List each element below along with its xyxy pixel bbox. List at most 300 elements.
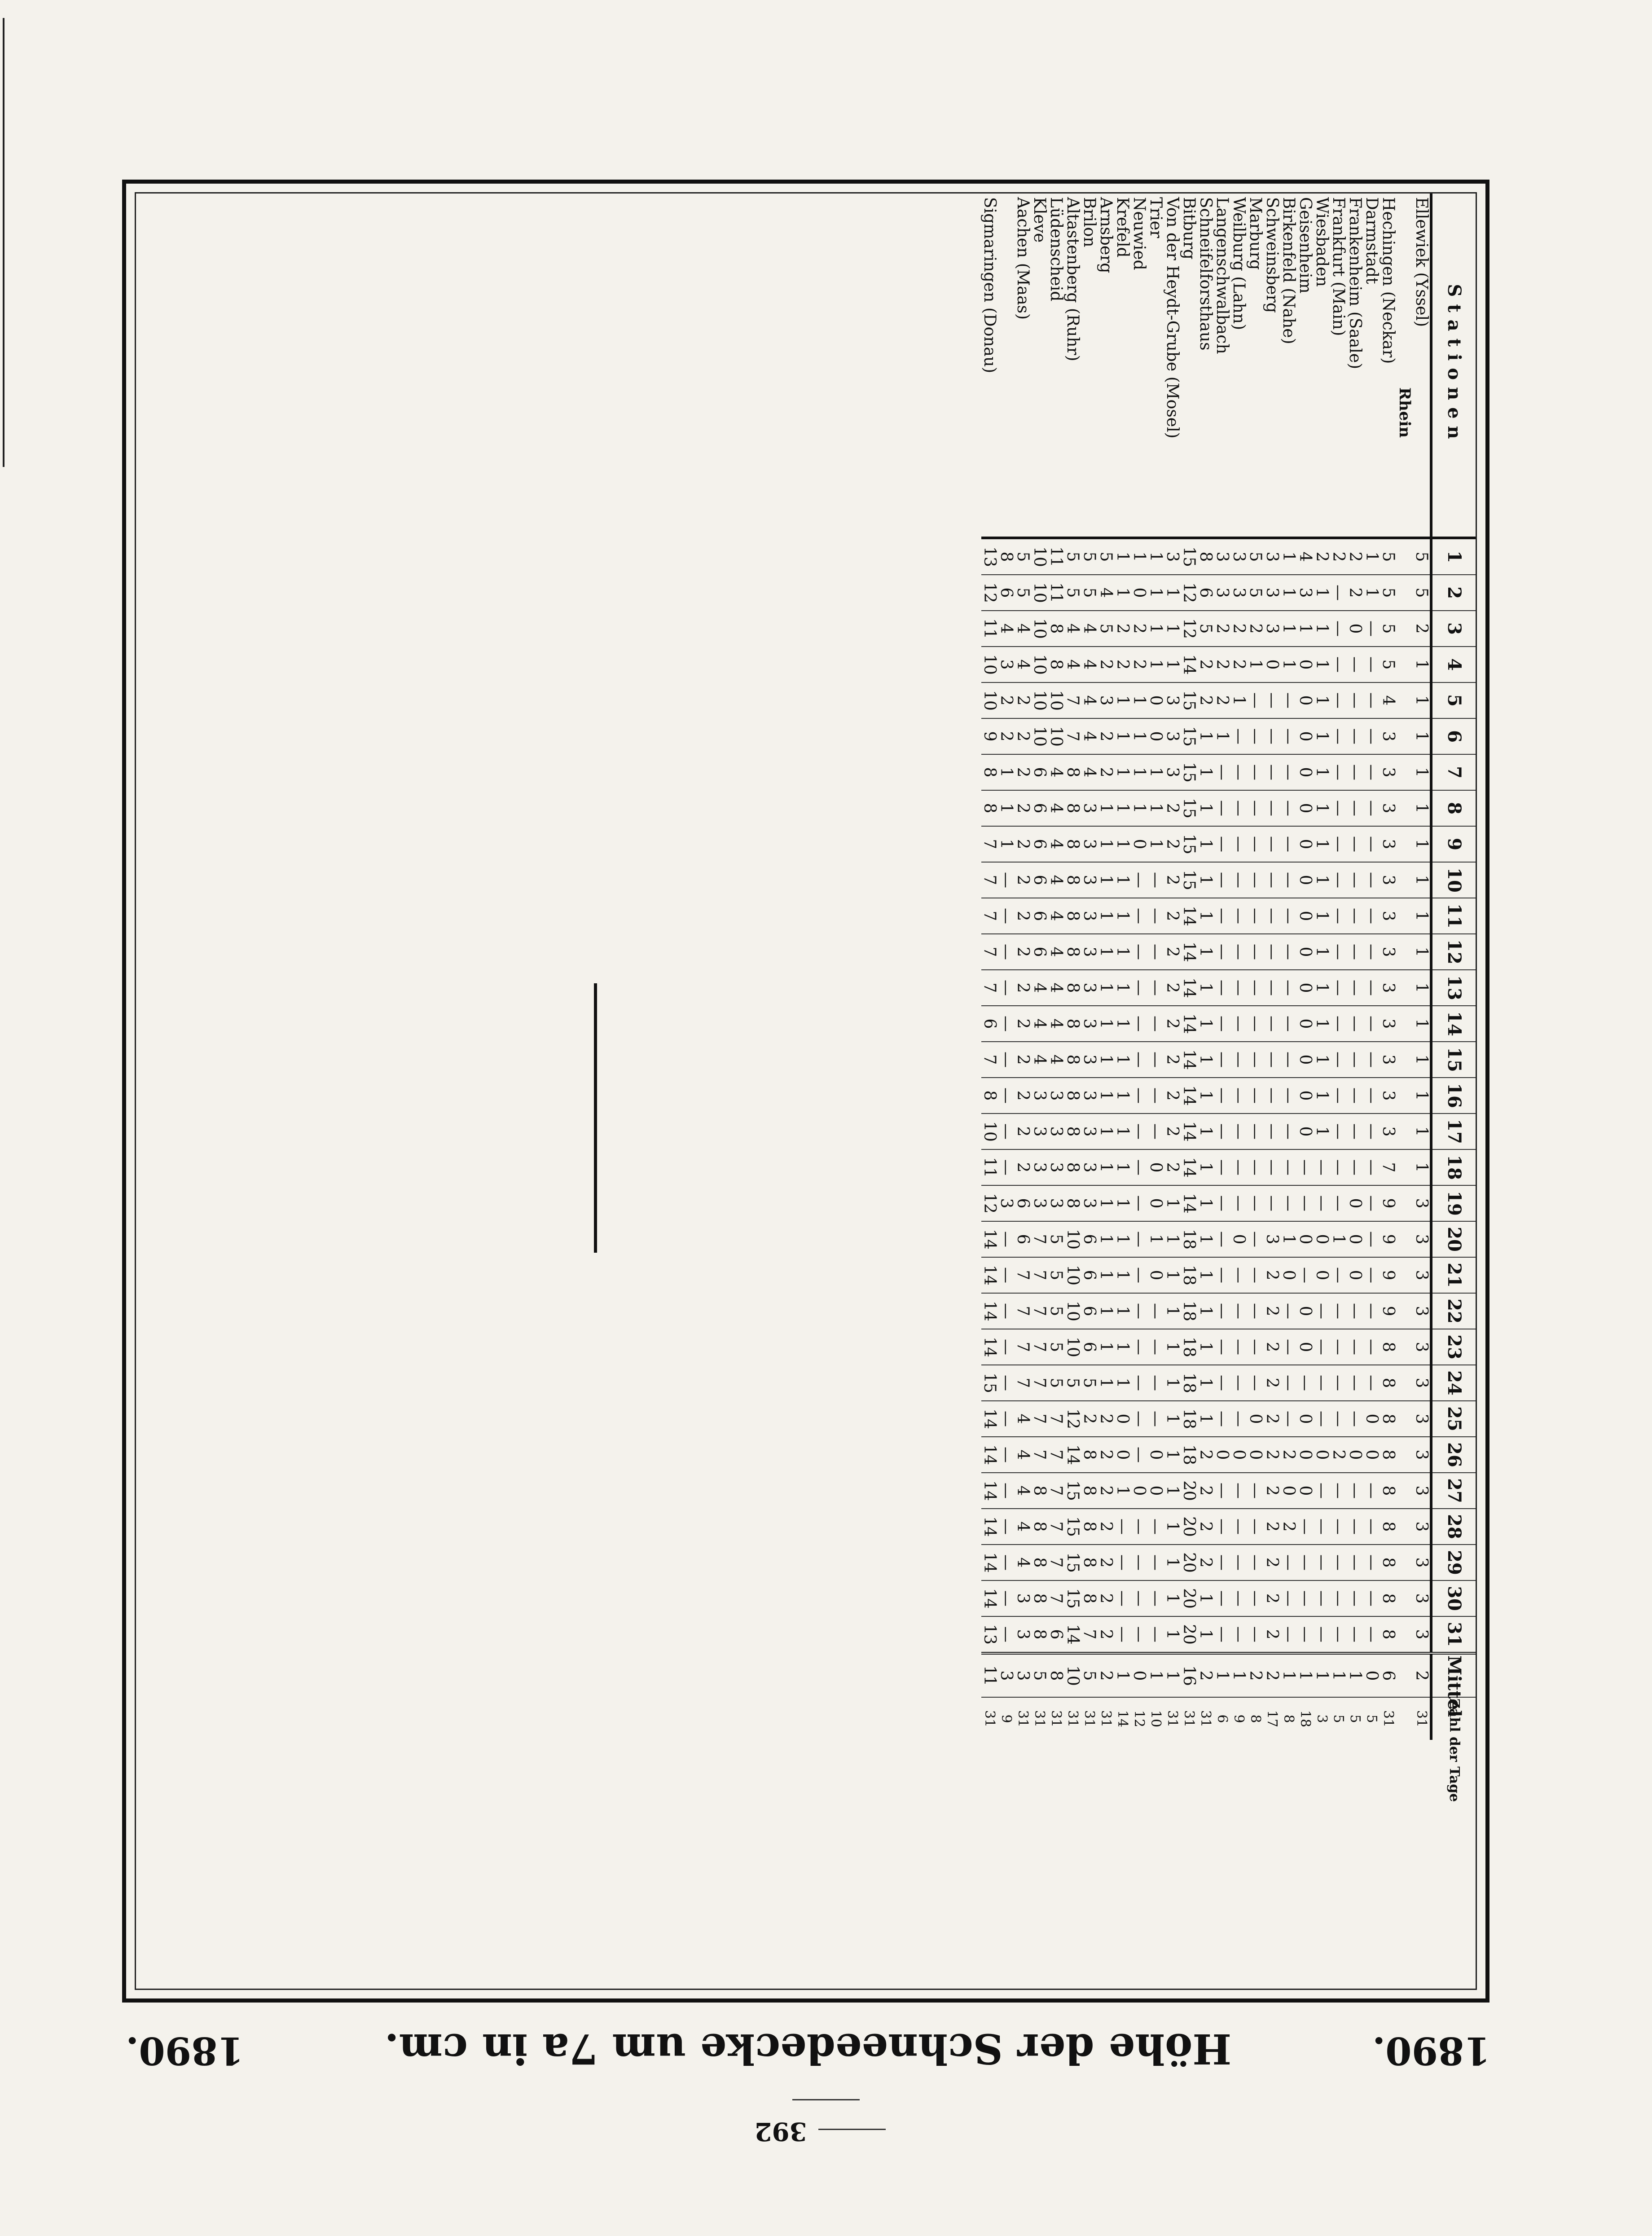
snow-depth-cell: 4 [1048,970,1064,1006]
table-row [1064,194,1081,1740]
snow-depth-cell: 3 [1413,1185,1431,1221]
snow-depth-cell: 0 [1347,611,1363,647]
snow-depth-cell: — [1264,1006,1280,1042]
snow-depth-cell: — [1363,898,1380,934]
snow-depth-cell: 1 [1197,934,1214,970]
day-count-cell: 5 [1347,1697,1363,1740]
snow-depth-cell: — [1264,1185,1280,1221]
snow-depth-cell: 4 [1081,611,1098,647]
snow-depth-cell: — [1247,1006,1264,1042]
snow-depth-cell [1397,1616,1413,1653]
snow-depth-cell: — [1214,1257,1230,1293]
snow-depth-cell: 4 [1015,1437,1031,1473]
day-count-cell: 31 [1181,1697,1197,1740]
snow-depth-cell: 2 [1164,1042,1181,1078]
snow-depth-cell: 5 [1048,1293,1064,1329]
snow-depth-cell: 11 [1048,575,1064,611]
snow-depth-cell: — [1330,970,1347,1006]
snow-depth-cell: 3 [1081,1114,1098,1149]
snow-depth-cell [1397,1401,1413,1437]
day-count-cell: 5 [1363,1697,1380,1740]
snow-depth-cell: — [1264,898,1280,934]
snow-depth-cell: 2 [1015,1149,1031,1185]
snow-depth-cell: 8 [1031,1509,1048,1545]
snow-depth-cell: 5 [1081,1365,1098,1401]
snow-depth-cell: 15 [1064,1509,1081,1545]
snow-depth-cell: 2 [1098,1401,1114,1437]
snow-depth-cell: 10 [1064,1257,1081,1293]
snow-depth-cell: 3 [1380,1078,1397,1114]
snow-depth-cell: — [1131,1401,1147,1437]
snow-depth-cell: 0 [1297,1114,1314,1149]
snow-depth-cell: 4 [1015,647,1031,682]
snow-depth-cell: 4 [1098,575,1114,611]
snow-depth-cell [1397,1257,1413,1293]
snow-depth-cell: 3 [1015,1616,1031,1653]
snow-depth-cell: — [1230,1401,1247,1437]
snow-depth-cell [1397,1042,1413,1078]
snow-depth-cell: — [1347,1365,1363,1401]
snow-depth-cell: — [1363,790,1380,826]
snow-depth-cell: — [1131,1257,1147,1293]
snow-depth-cell: 6 [1081,1293,1098,1329]
snow-depth-cell: — [1280,970,1297,1006]
snow-depth-cell: — [1314,1149,1330,1185]
snow-depth-cell: 1 [1098,934,1114,970]
snow-depth-cell: 1 [1197,1114,1214,1149]
snow-depth-cell: 2 [1314,538,1330,575]
snow-depth-cell: — [1330,1401,1347,1437]
snow-depth-cell: — [1214,1509,1230,1545]
snow-depth-cell: — [1230,790,1247,826]
snow-depth-cell: 1 [1297,611,1314,647]
snow-depth-cell: 4 [1081,754,1098,790]
table-row [1413,194,1431,1740]
snow-depth-cell: 10 [1031,538,1048,575]
snow-depth-cell: 3 [1413,1473,1431,1509]
snow-depth-cell: — [1330,647,1347,682]
snow-depth-cell: — [1314,1545,1330,1580]
snow-depth-cell: 2 [1015,826,1031,862]
snow-depth-cell: 8 [1064,1006,1081,1042]
snow-depth-cell: 3 [1164,538,1181,575]
snow-depth-cell: 1 [1164,1221,1181,1257]
snow-depth-cell: 0 [1230,1437,1247,1473]
snow-depth-cell: — [1230,1509,1247,1545]
snow-depth-cell: — [1247,718,1264,754]
snow-depth-cell: 14 [1064,1437,1081,1473]
snow-depth-cell: — [998,1509,1015,1545]
snow-depth-cell: — [1214,1042,1230,1078]
snow-depth-cell: 14 [981,1473,998,1509]
day-header-15: 15 [1431,1042,1476,1078]
mean-cell: 1 [1114,1653,1131,1697]
station-name: Sigmaringen (Donau) [981,194,998,538]
snow-depth-cell: — [1330,1185,1347,1221]
station-name: Langenschwalbach [1214,194,1230,538]
snow-depth-cell: 4 [1297,538,1314,575]
snow-depth-cell: — [1347,682,1363,718]
snow-depth-cell: 1 [1114,1221,1131,1257]
snow-depth-cell: 1 [1098,1042,1114,1078]
snow-depth-cell: 8 [1380,1365,1397,1401]
snow-depth-cell: 2 [1214,647,1230,682]
snow-depth-cell: — [1131,898,1147,934]
snow-depth-cell: 4 [1081,718,1098,754]
snow-depth-cell: 2 [1347,538,1363,575]
snow-depth-cell: 4 [1048,898,1064,934]
snow-depth-cell: — [1230,826,1247,862]
snow-depth-cell: — [1330,1042,1347,1078]
snow-depth-cell: — [1114,1545,1131,1580]
day-count-cell: 31 [1081,1697,1098,1740]
snow-depth-cell: — [1247,1114,1264,1149]
snow-depth-cell: 14 [981,1509,998,1545]
day-count-cell: 18 [1297,1697,1314,1740]
snow-depth-cell: — [1363,754,1380,790]
snow-depth-cell: — [1347,1616,1363,1653]
snow-depth-cell: 0 [1363,1401,1380,1437]
snow-depth-cell: 1 [1280,575,1297,611]
snow-depth-cell: — [1247,1545,1264,1580]
snow-depth-cell: 3 [1380,1006,1397,1042]
snow-depth-cell: 2 [998,682,1015,718]
snow-depth-cell: 7 [1031,1257,1048,1293]
snow-depth-cell: 2 [1098,1545,1114,1580]
snow-depth-cell: — [1147,934,1164,970]
snow-depth-cell: 2 [1015,1042,1031,1078]
snow-depth-cell: 0 [1347,1185,1363,1221]
snow-depth-cell: 1 [1114,754,1131,790]
snow-depth-cell: 0 [1297,1042,1314,1078]
snow-depth-cell: 3 [1380,754,1397,790]
snow-depth-cell: — [1131,970,1147,1006]
snow-depth-cell: 1 [1314,1114,1330,1149]
table-row [1280,194,1297,1740]
snow-depth-cell: 7 [981,1042,998,1078]
snow-depth-cell: — [1347,1473,1363,1509]
snow-depth-cell: 1 [1147,611,1164,647]
snow-depth-cell: 3 [1264,1221,1280,1257]
snow-depth-cell: — [1330,1149,1347,1185]
day-header-14: 14 [1431,1006,1476,1042]
snow-depth-cell: 1 [1114,970,1131,1006]
snow-depth-cell: 0 [1297,790,1314,826]
mean-cell: 10 [1064,1653,1081,1697]
snow-depth-cell: 4 [998,611,1015,647]
snow-depth-cell: 1 [1164,647,1181,682]
page-number: 392 [718,2119,934,2146]
snow-depth-cell: 8 [1380,1473,1397,1509]
snow-depth-cell: 15 [1064,1545,1081,1580]
snow-depth-cell: 10 [981,1114,998,1149]
snow-depth-cell: 8 [1031,1473,1048,1509]
snow-depth-cell: 1 [1147,754,1164,790]
snow-depth-cell: 0 [1347,1221,1363,1257]
snow-depth-cell: — [1230,1006,1247,1042]
snow-depth-cell: 1 [1114,682,1131,718]
snow-depth-cell: — [1214,1473,1230,1509]
snow-depth-cell: 2 [1164,898,1181,934]
snow-depth-cell: — [998,862,1015,898]
snow-depth-cell: — [1330,1473,1347,1509]
snow-depth-cell: 6 [1015,1185,1031,1221]
snow-depth-cell: 14 [1181,1185,1197,1221]
snow-depth-cell: — [1363,1293,1380,1329]
snow-depth-cell: — [1247,790,1264,826]
snow-depth-cell: 8 [1081,1509,1098,1545]
snow-depth-cell: — [1214,1114,1230,1149]
snow-depth-cell: 1 [1413,790,1431,826]
mean-cell: 2 [1197,1653,1214,1697]
snow-depth-cell: — [1280,826,1297,862]
snow-depth-cell: 4 [1048,862,1064,898]
snow-depth-cell: 14 [981,1329,998,1365]
snow-depth-cell: — [1330,1329,1347,1365]
snow-depth-cell: 1 [1098,1078,1114,1114]
snow-depth-cell: 15 [981,1365,998,1401]
day-header-4: 4 [1431,647,1476,682]
snow-depth-cell: 3 [1031,1114,1048,1149]
snow-depth-cell: 1 [1314,934,1330,970]
snow-depth-cell: 2 [1247,611,1264,647]
snow-depth-cell: 4 [1048,1006,1064,1042]
snow-depth-cell: 14 [981,1221,998,1257]
snow-depth-cell: 1 [1314,970,1330,1006]
snow-depth-cell: 0 [1297,718,1314,754]
snow-depth-cell: — [1147,1042,1164,1078]
station-name: Weilburg (Lahn) [1230,194,1247,538]
snow-depth-cell: — [1264,790,1280,826]
snow-depth-cell: 1 [1147,538,1164,575]
snow-depth-cell: 7 [1031,1365,1048,1401]
snow-depth-cell: 1 [1147,575,1164,611]
snow-depth-cell: 2 [1114,647,1131,682]
table-row [1181,194,1197,1740]
snow-depth-cell: — [1297,1509,1314,1545]
snow-depth-cell: 18 [1181,1293,1197,1329]
snow-depth-cell: — [1131,1221,1147,1257]
snow-depth-cell: 1 [1314,1006,1330,1042]
snow-depth-cell: — [1264,862,1280,898]
snow-depth-cell: — [1330,1114,1347,1149]
station-name: Ellewiek (Yssel) [1413,194,1431,538]
snow-depth-cell: — [1280,790,1297,826]
snow-depth-cell: 8 [1064,898,1081,934]
snow-depth-cell: — [1363,611,1380,647]
snow-depth-cell: — [1330,934,1347,970]
snow-depth-cell: — [1230,898,1247,934]
snow-depth-cell: 5 [1197,611,1214,647]
snow-depth-cell: 1 [1098,1185,1114,1221]
snow-depth-cell: — [998,1149,1015,1185]
snow-depth-cell: 1 [1164,1616,1181,1653]
snow-depth-cell: 0 [1214,1437,1230,1473]
snow-depth-cell: 8 [1064,754,1081,790]
snow-depth-cell: 6 [998,575,1015,611]
snow-depth-cell: 1 [1164,1257,1181,1293]
snow-depth-cell: 1 [1114,934,1131,970]
snow-depth-cell: 8 [1081,1437,1098,1473]
snow-depth-cell: — [1314,1616,1330,1653]
snow-depth-cell: — [1330,898,1347,934]
snow-depth-cell: — [1230,1329,1247,1365]
snow-depth-cell: 8 [1064,862,1081,898]
snow-depth-cell: — [1347,934,1363,970]
snow-depth-cell: 8 [1064,970,1081,1006]
snow-depth-cell: 2 [1015,1078,1031,1114]
snow-depth-cell: 14 [981,1437,998,1473]
table-row [1330,194,1347,1740]
snow-depth-cell: 14 [1181,898,1197,934]
snow-depth-cell: — [1247,1078,1264,1114]
day-header-26: 26 [1431,1437,1476,1473]
snow-depth-cell: 3 [1081,1078,1098,1114]
snow-depth-cell: 10 [1048,718,1064,754]
snow-depth-cell: — [1347,1401,1363,1437]
snow-depth-cell: 2 [1098,647,1114,682]
snow-depth-cell: 0 [1114,1437,1131,1473]
snow-depth-cell: 1 [1114,1329,1131,1365]
snow-depth-cell: — [1363,1365,1380,1401]
snow-depth-cell: — [1297,1365,1314,1401]
snow-depth-cell: 3 [1081,790,1098,826]
snow-depth-cell: 1 [998,754,1015,790]
snow-depth-cell: 3 [1380,898,1397,934]
snow-depth-cell: — [1280,934,1297,970]
snow-depth-cell: 5 [1064,1365,1081,1401]
snow-depth-cell: 8 [1064,1149,1081,1185]
snow-depth-cell: — [1214,826,1230,862]
snow-depth-cell: — [1247,862,1264,898]
snow-depth-cell: 0 [1131,1473,1147,1509]
snow-depth-cell: — [998,1616,1015,1653]
snow-depth-cell: — [1247,754,1264,790]
snow-depth-cell: 7 [1031,1293,1048,1329]
snow-depth-cell: 14 [1181,647,1197,682]
snow-depth-cell: — [1297,1149,1314,1185]
snow-depth-cell: 7 [1048,1580,1064,1616]
snow-depth-cell: 4 [1380,682,1397,718]
snow-depth-cell: — [998,934,1015,970]
snow-depth-cell: 3 [1081,934,1098,970]
snow-depth-cell: 18 [1181,1437,1197,1473]
snow-depth-cell: 0 [1147,682,1164,718]
day-header-27: 27 [1431,1473,1476,1509]
snow-depth-cell: 14 [1181,1042,1197,1078]
snow-depth-cell: — [1330,1545,1347,1580]
snow-depth-cell: 7 [1380,1149,1397,1185]
table-row [998,194,1015,1740]
snow-depth-cell: 3 [1081,1149,1098,1185]
snow-depth-cell: 0 [1230,1221,1247,1257]
snow-depth-cell: 10 [1031,611,1048,647]
snow-depth-cell: — [1147,1509,1164,1545]
mean-cell: 1 [1280,1653,1297,1697]
snow-depth-cell: 3 [1413,1257,1431,1293]
snow-depth-cell: 6 [1031,862,1048,898]
snow-depth-cell [1397,538,1413,575]
snow-depth-cell [1397,1149,1413,1185]
snow-depth-cell: 20 [1181,1616,1197,1653]
snow-depth-cell: 2 [1347,575,1363,611]
day-count-cell: 31 [1164,1697,1181,1740]
snow-depth-table [980,194,1476,1802]
snow-depth-cell: — [1363,1042,1380,1078]
snow-depth-cell: 1 [1114,538,1131,575]
snow-depth-cell: — [1330,1616,1347,1653]
snow-depth-cell: — [1247,1149,1264,1185]
snow-depth-cell: 2 [1164,1114,1181,1149]
blank-area-rule [594,983,597,1253]
snow-depth-cell: 0 [1147,1149,1164,1185]
snow-depth-cell: — [1131,934,1147,970]
snow-depth-cell: — [998,1580,1015,1616]
snow-depth-cell [1397,1437,1413,1473]
snow-depth-cell: — [1264,934,1280,970]
snow-depth-cell: — [1363,647,1380,682]
snow-depth-cell: 2 [1330,538,1347,575]
snow-depth-cell: 1 [1413,647,1431,682]
snow-depth-cell: 6 [1031,898,1048,934]
day-count-cell: 31 [981,1697,998,1740]
snow-depth-cell: — [1230,1257,1247,1293]
snow-depth-cell: 1 [1197,1042,1214,1078]
snow-depth-cell: 20 [1181,1473,1197,1509]
snow-depth-cell: 1 [998,826,1015,862]
day-header-21: 21 [1431,1257,1476,1293]
snow-depth-cell: — [1347,754,1363,790]
snow-depth-cell: 6 [1081,1221,1098,1257]
day-header-3: 3 [1431,611,1476,647]
day-count-cell: 5 [1330,1697,1347,1740]
snow-depth-cell: 2 [1015,682,1031,718]
snow-depth-cell: — [1131,1293,1147,1329]
snow-depth-cell: 14 [1181,1149,1197,1185]
snow-depth-cell: 6 [1048,1616,1064,1653]
snow-depth-cell: 1 [1098,1006,1114,1042]
day-count-cell: 8 [1280,1697,1297,1740]
snow-depth-cell: 15 [1064,1473,1081,1509]
day-count-cell: 3 [1314,1697,1330,1740]
day-header-28: 28 [1431,1509,1476,1545]
snow-depth-cell: — [1131,1078,1147,1114]
mean-cell [1397,1653,1413,1697]
snow-depth-cell: 7 [1048,1509,1064,1545]
snow-depth-cell: 3 [1164,682,1181,718]
station-name: Lüdenscheid [1048,194,1064,538]
snow-depth-cell: 2 [1230,611,1247,647]
snow-depth-cell: — [1264,682,1280,718]
snow-depth-cell: 1 [1247,647,1264,682]
snow-depth-cell: 2 [1280,1509,1297,1545]
snow-depth-cell: 5 [1380,611,1397,647]
snow-depth-cell: 4 [1015,1545,1031,1580]
snow-depth-cell: 2 [1098,1616,1114,1653]
snow-depth-cell: 2 [1264,1365,1280,1401]
snow-depth-cell [1397,682,1413,718]
table-row [1031,194,1048,1740]
snow-depth-cell: — [998,1042,1015,1078]
snow-depth-cell: 2 [1098,1473,1114,1509]
snow-depth-cell: — [1247,1042,1264,1078]
page-title-block [126,2023,1490,2081]
mean-header: Mittel [1431,1653,1476,1697]
snow-depth-cell: 1 [1114,718,1131,754]
snow-depth-cell: 3 [1081,898,1098,934]
snow-depth-cell: — [998,970,1015,1006]
snow-depth-cell: 1 [1098,1149,1114,1185]
